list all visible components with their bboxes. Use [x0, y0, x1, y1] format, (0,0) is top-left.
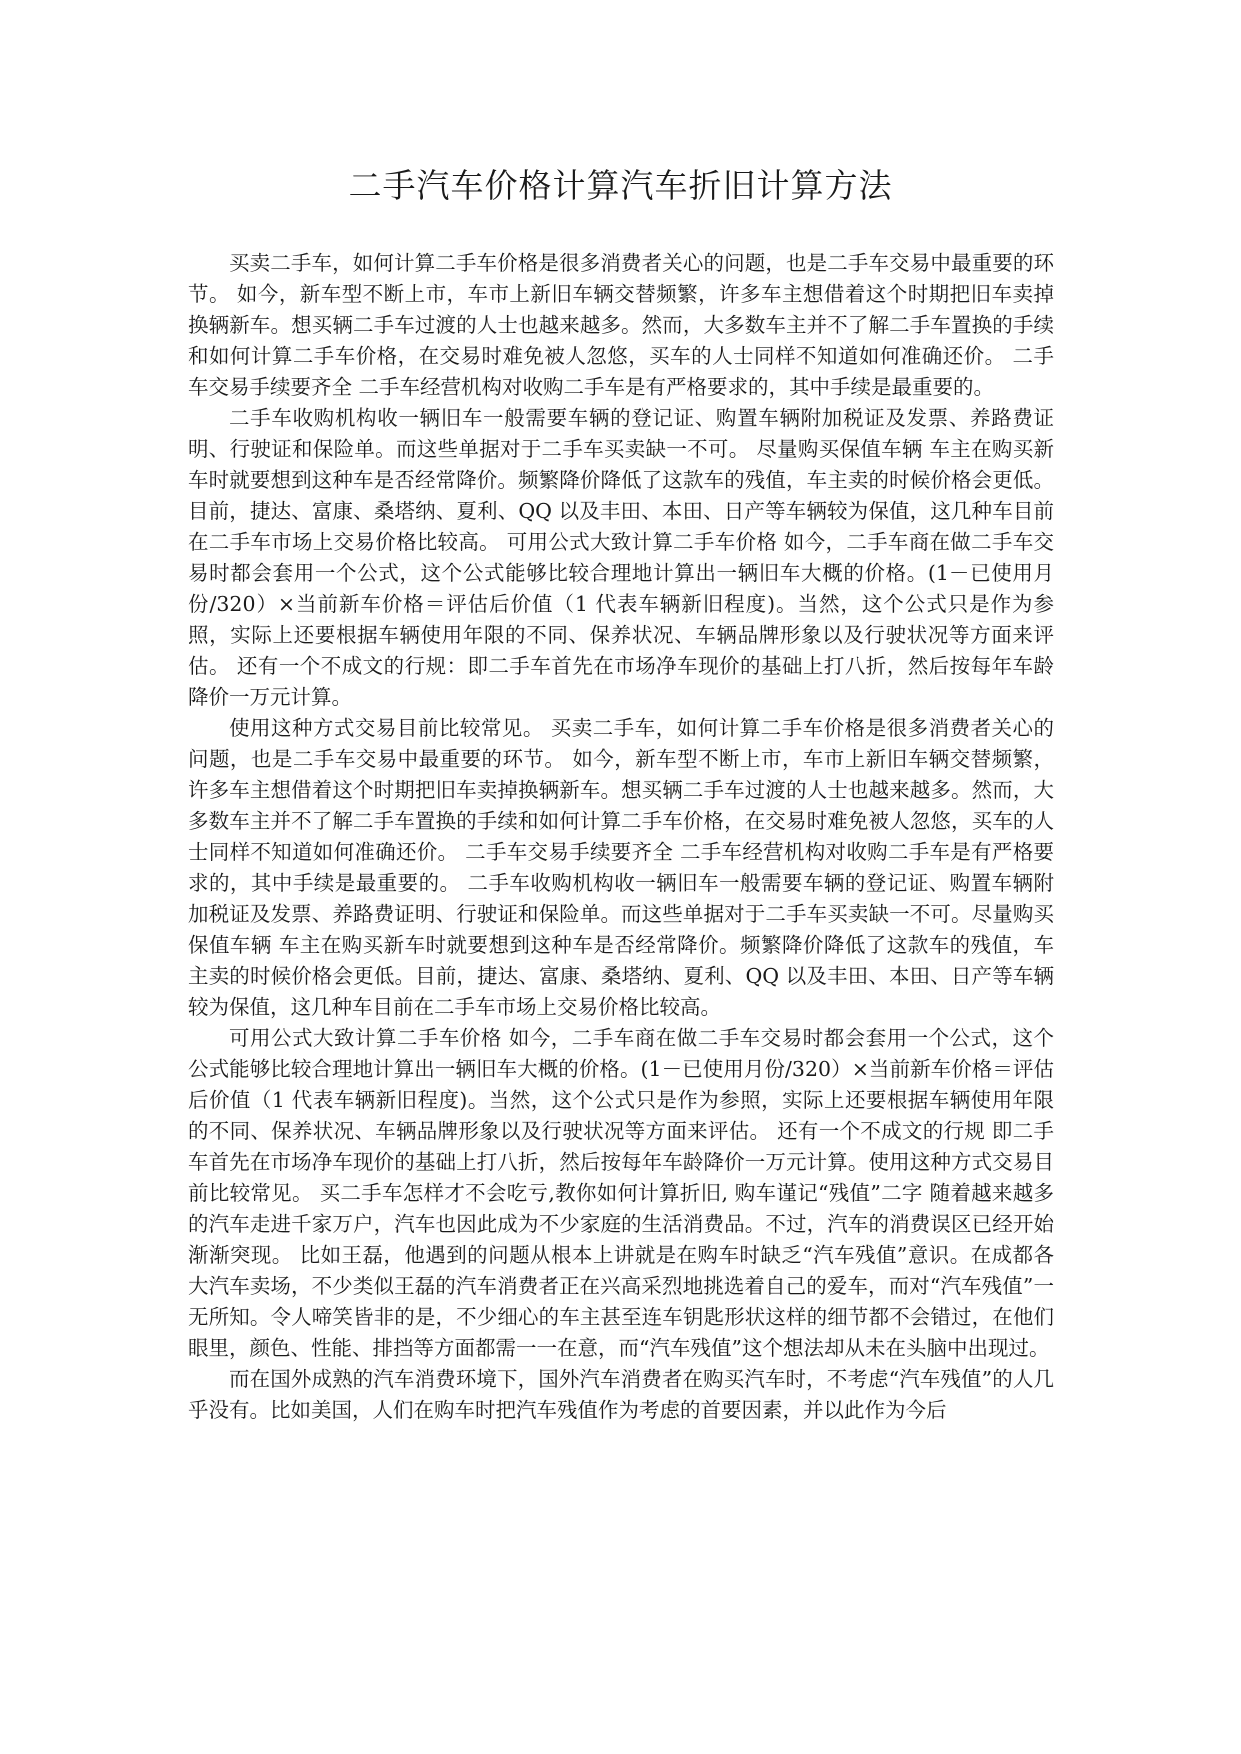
paragraph-1: 买卖二手车，如何计算二手车价格是很多消费者关心的问题，也是二手车交易中最重要的环节。 如今，新车型不断上市，车市上新旧车辆交替频繁，许多车主想借着这个时期把旧车卖掉换辆新车。想买辆二手车过渡的人士也越来越多。然而，大多数车主并不了解二手车置换的手续和如何计算二手车价格，在交易时难免被人忽悠，买车的人士同样不知道如何准确还价。 二手车交易手续要齐全 二手车经营机构对收购二手车是有严格要求的，其中手续是最重要的。: [188, 251, 1054, 399]
paragraph-4: 可用公式大致计算二手车价格 如今，二手车商在做二手车交易时都会套用一个公式，这个公式能够比较合理地计算出一辆旧车大概的价格。(1－已使用月份/320）×当前新车价格＝评估后价值（1 代表车辆新旧程度)。当然，这个公式只是作为参照，实际上还要根据车辆使用年限的不同、保养状况、车辆品牌形象以及行驶状况等方面来评估。 还有一个不成文的行规 即二手车首先在市场净车现价的基础上打八折，然后按每年车龄降价一万元计算。使用这种方式交易目前比较常见。 买二手车怎样才不会吃亏,教你如何计算折旧, 购车谨记“残值”二字 随着越来越多的汽车走进千家万户，汽车也因此成为不少家庭的生活消费品。不过，汽车的消费误区已经开始渐渐突现。 比如王磊，他遇到的问题从根本上讲就是在购车时缺乏“汽车残值”意识。在成都各大汽车卖场，不少类似王磊的汽车消费者正在兴高采烈地挑选着自己的爱车，而对“汽车残值”一无所知。令人啼笑皆非的是，不少细心的车主甚至连车钥匙形状这样的细节都不会错过，在他们眼里，颜色、性能、排挡等方面都需一一在意，而“汽车残值”这个想法却从未在头脑中出现过。: [188, 1026, 1054, 1360]
paragraph-3: 使用这种方式交易目前比较常见。 买卖二手车，如何计算二手车价格是很多消费者关心的问题，也是二手车交易中最重要的环节。 如今，新车型不断上市，车市上新旧车辆交替频繁，许多车主想借着这个时期把旧车卖掉换辆新车。想买辆二手车过渡的人士也越来越多。然而，大多数车主并不了解二手车置换的手续和如何计算二手车价格，在交易时难免被人忽悠，买车的人士同样不知道如何准确还价。 二手车交易手续要齐全 二手车经营机构对收购二手车是有严格要求的，其中手续是最重要的。 二手车收购机构收一辆旧车一般需要车辆的登记证、购置车辆附加税证及发票、养路费证明、行驶证和保险单。而这些单据对于二手车买卖缺一不可。尽量购买保值车辆 车主在购买新车时就要想到这种车是否经常降价。频繁降价降低了这款车的残值，车主卖的时候价格会更低。目前，捷达、富康、桑塔纳、夏利、QQ 以及丰田、本田、日产等车辆较为保值，这几种车目前在二手车市场上交易价格比较高。: [188, 716, 1054, 1019]
document-title: 二手汽车价格计算汽车折旧计算方法: [348, 166, 893, 205]
paragraph-5: 而在国外成熟的汽车消费环境下，国外汽车消费者在购买汽车时，不考虑“汽车残值”的人几乎没有。比如美国，人们在购车时把汽车残值作为考虑的首要因素，并以此作为今后: [188, 1367, 1054, 1422]
document-body: [188, 248, 1054, 1426]
paragraph-2: 二手车收购机构收一辆旧车一般需要车辆的登记证、购置车辆附加税证及发票、养路费证明、行驶证和保险单。而这些单据对于二手车买卖缺一不可。 尽量购买保值车辆 车主在购买新车时就要想到这种车是否经常降价。频繁降价降低了这款车的残值，车主卖的时候价格会更低。目前，捷达、富康、桑塔纳、夏利、QQ 以及丰田、本田、日产等车辆较为保值，这几种车目前在二手车市场上交易价格比较高。 可用公式大致计算二手车价格 如今，二手车商在做二手车交易时都会套用一个公式，这个公式能够比较合理地计算出一辆旧车大概的价格。(1－已使用月份/320）×当前新车价格＝评估后价值（1 代表车辆新旧程度)。当然，这个公式只是作为参照，实际上还要根据车辆使用年限的不同、保养状况、车辆品牌形象以及行驶状况等方面来评估。 还有一个不成文的行规：即二手车首先在市场净车现价的基础上打八折，然后按每年车龄降价一万元计算。: [188, 406, 1054, 709]
